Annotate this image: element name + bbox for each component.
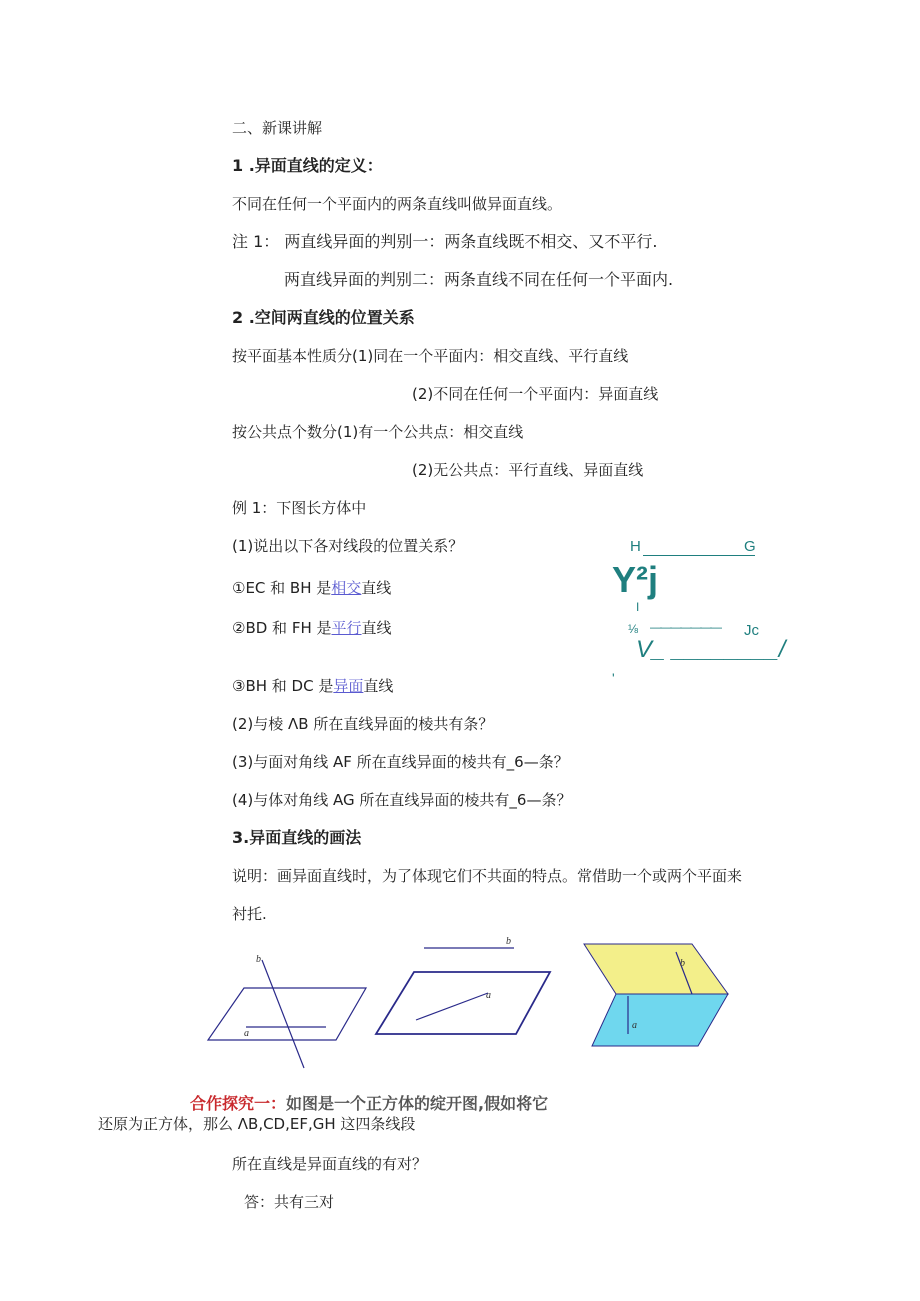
relation-basis-1 [232, 346, 628, 366]
label-b-1: b [256, 954, 261, 965]
line-b-1 [262, 960, 304, 1068]
basis-1-item-2: (2)不同在任何一个平面内：异面直线 [412, 385, 659, 403]
drawing-desc-1: 说明：画异面直线时，为了体现它们不共面的特点。常借助一个或两个平面来 [232, 867, 743, 885]
answer-skew[interactable]: 异面 [333, 677, 364, 695]
skew-lines-diagrams [196, 930, 746, 1080]
coop-text-1: 如图是一个正方体的绽开图,假如将它 [286, 1094, 549, 1113]
note-1 [232, 232, 657, 252]
example-title: 例 1：下图长方体中 [232, 499, 367, 517]
answer-intersect[interactable]: 相交 [331, 579, 362, 597]
note-criterion-2: 两直线异面的判别二：两条直线不同在任何一个平面内. [284, 270, 674, 289]
example-question-4: (4)与体对角线 AG 所在直线异面的棱共有_6—条？ [232, 791, 572, 809]
example-question-2: (2)与棱 ΛB 所在直线异面的棱共有条？ [232, 715, 494, 733]
box-apostrophe: ' [612, 670, 615, 686]
box-bottom-edge: V_ ________/ [636, 636, 786, 663]
box-garbled-mid: Y²j [612, 559, 659, 600]
example-answer-2: ②BD 和 FH 是平行直线 [232, 619, 392, 637]
box-label-jc: Jc [744, 622, 759, 639]
basis-1-item-1: (1)同在一个平面内：相交直线、平行直线 [352, 347, 629, 365]
example-answer-1: ①EC 和 BH 是相交直线 [232, 579, 392, 597]
plane-1 [208, 988, 366, 1040]
coop-answer: 答：共有三对 [244, 1193, 335, 1211]
label-a-2: a [486, 990, 491, 1001]
basis-2-label: 按公共点个数分 [232, 423, 338, 441]
diagram-single-plane-crossing [208, 954, 366, 1068]
definition-text: 不同在任何一个平面内的两条直线叫做异面直线。 [232, 195, 563, 213]
note-label: 注 1： [232, 232, 280, 251]
relation-basis-2 [232, 422, 523, 442]
box-frac: ⅛ [628, 622, 639, 636]
answer-parallel[interactable]: 平行 [331, 619, 362, 637]
basis-1-label: 按平面基本性质分 [232, 347, 353, 365]
coop-text-2: 还原为正方体，那么 ΛB,CD,EF,GH 这四条线段 [98, 1115, 416, 1133]
box-label-h: H [630, 538, 641, 555]
label-b-3: b [680, 958, 685, 969]
plane-cyan [592, 994, 728, 1046]
label-b-2: b [506, 936, 511, 947]
coop-line-1 [190, 1094, 548, 1114]
drawing-desc-2: 衬托. [232, 905, 267, 923]
diagram-line-above-plane [376, 936, 550, 1034]
section-title: 二、新课讲解 [232, 119, 323, 137]
diagram-two-planes [584, 944, 728, 1046]
example-question-1: (1)说出以下各对线段的位置关系？ [232, 537, 464, 555]
box-label-g: G [744, 538, 756, 555]
label-a-1: a [244, 1028, 249, 1039]
box-tick: I [636, 600, 640, 614]
box-dashes: ——————— [650, 620, 720, 634]
drawing-heading: 3.异面直线的画法 [232, 828, 362, 847]
note-criterion-1: 两直线异面的判别一：两条直线既不相交、又不平行. [284, 232, 658, 251]
box-top-edge [643, 555, 755, 556]
label-a-3: a [632, 1020, 637, 1031]
relation-heading: 2 .空间两直线的位置关系 [232, 308, 415, 327]
line-a-2 [416, 993, 488, 1020]
definition-heading: 1 .异面直线的定义： [232, 156, 383, 175]
coop-text-3: 所在直线是异面直线的有对？ [232, 1155, 428, 1173]
example-answer-3: ③BH 和 DC 是异面直线 [232, 677, 394, 695]
basis-2-item-2: (2)无公共点：平行直线、异面直线 [412, 461, 644, 479]
example-question-3: (3)与面对角线 AF 所在直线异面的棱共有_6—条？ [232, 753, 569, 771]
basis-2-item-1: (1)有一个公共点：相交直线 [337, 423, 524, 441]
coop-label: 合作探究一： [190, 1094, 287, 1113]
plane-yellow [584, 944, 728, 994]
